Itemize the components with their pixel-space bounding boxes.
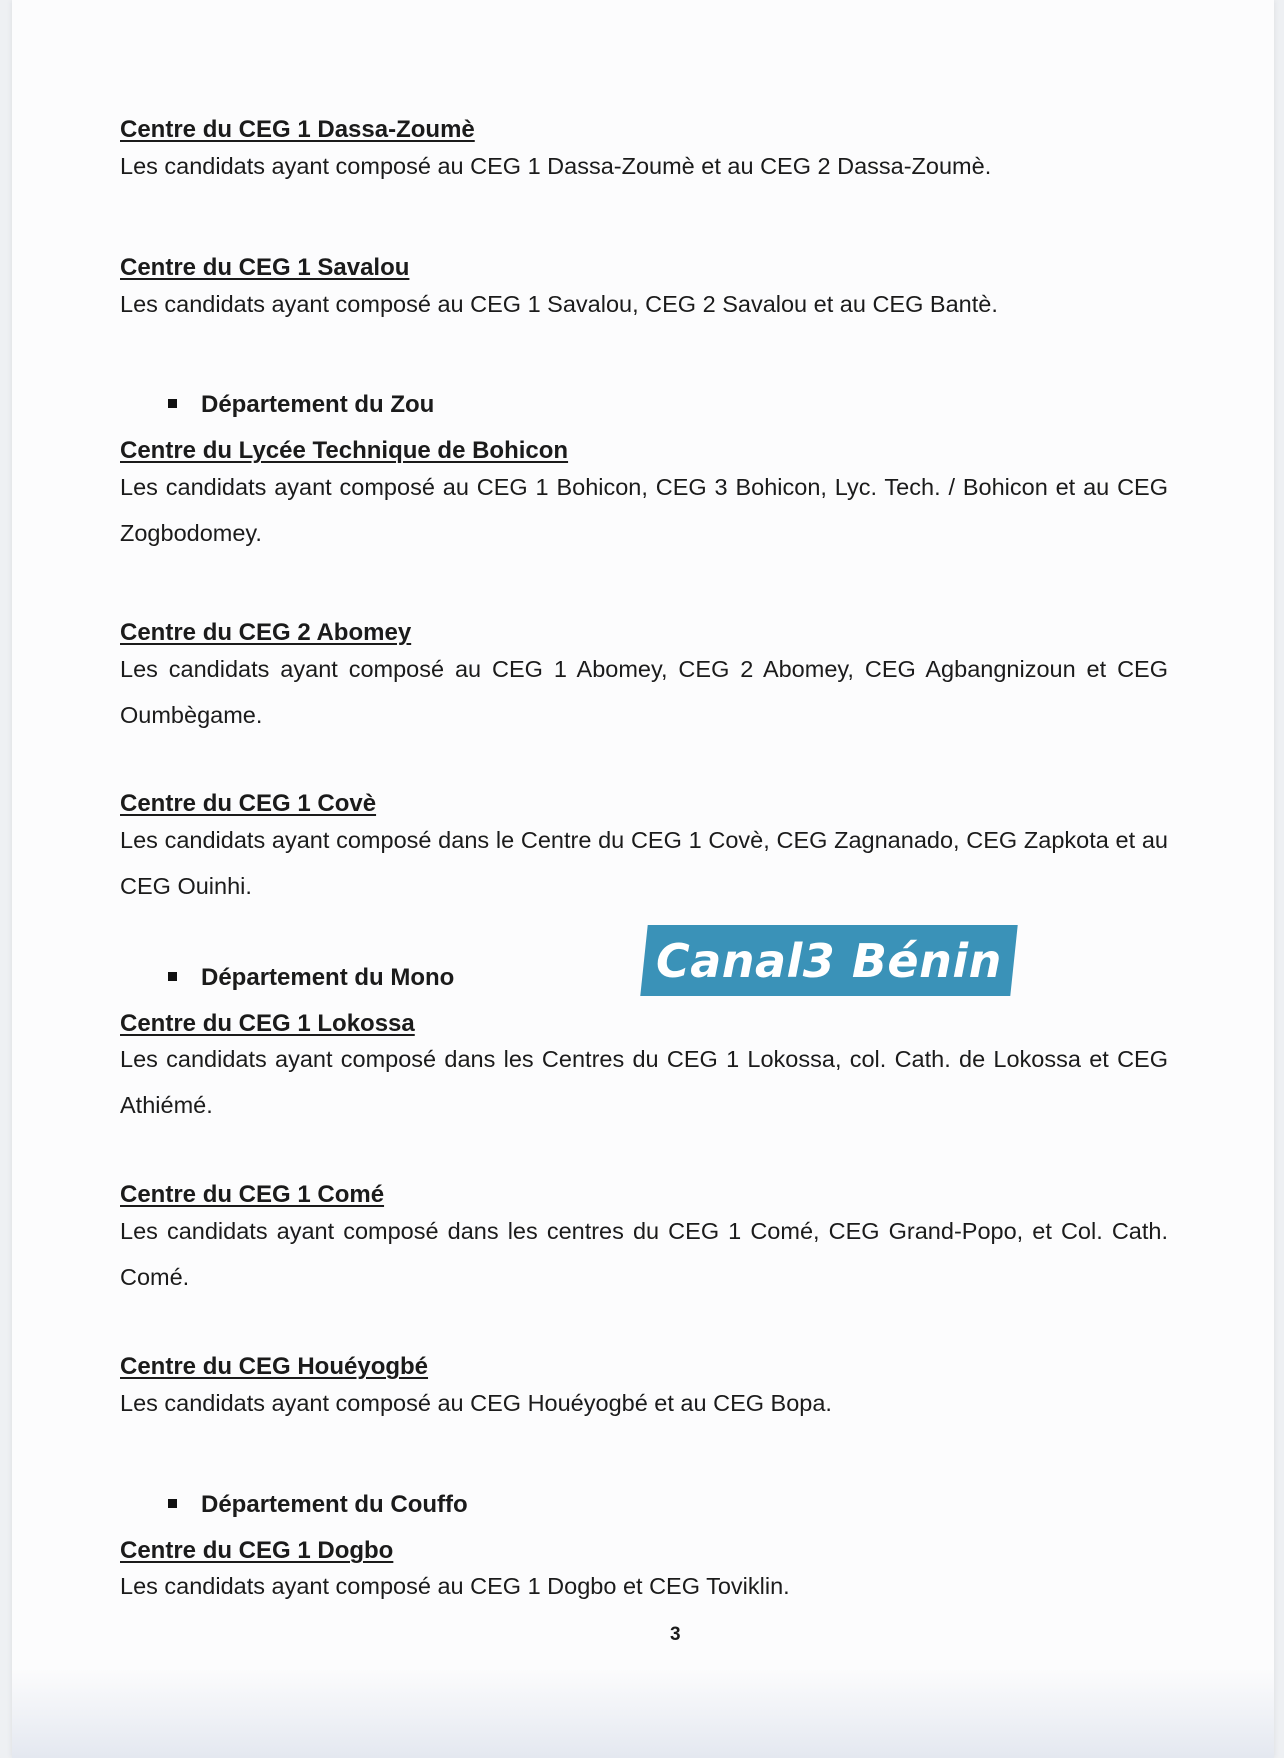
department-item	[168, 391, 434, 419]
document-page	[12, 0, 1274, 1758]
square-bullet-icon	[168, 972, 177, 981]
section-heading: Centre du CEG 1 Dassa-Zoumè	[120, 116, 475, 143]
watermark-text: Canal3 Bénin	[656, 933, 1002, 988]
page-number: 3	[670, 1624, 681, 1645]
section-heading: Centre du CEG Houéyogbé	[120, 1353, 429, 1380]
department-label: Département du Mono	[201, 964, 455, 991]
section-text: Les candidats ayant composé dans le Centre du CEG 1 Covè, CEG Zagnanado, CEG Zapkota et au CEG Ouinhi.	[120, 827, 1168, 899]
section-text: Les candidats ayant composé au CEG 1 Dassa-Zoumè et au CEG 2 Dassa-Zoumè.	[120, 153, 992, 179]
section-heading: Centre du Lycée Technique de Bohicon	[120, 437, 569, 464]
department-item	[168, 964, 454, 992]
square-bullet-icon	[168, 1499, 177, 1508]
section-text: Les candidats ayant composé au CEG 1 Dogbo et CEG Toviklin.	[120, 1573, 790, 1599]
section-text: Les candidats ayant composé au CEG Houéyogbé et au CEG Bopa.	[120, 1390, 832, 1416]
section-heading: Centre du CEG 1 Covè	[120, 790, 377, 817]
section-text: Les candidats ayant composé dans les centres du CEG 1 Comé, CEG Grand-Popo, et Col. Cath. Comé.	[120, 1218, 1168, 1290]
watermark-logo	[640, 925, 1017, 996]
square-bullet-icon	[168, 399, 177, 408]
section-text: Les candidats ayant composé dans les Centres du CEG 1 Lokossa, col. Cath. de Lokossa et CEG Athiémé.	[120, 1046, 1168, 1118]
department-label: Département du Zou	[201, 391, 435, 418]
section-heading: Centre du CEG 1 Dogbo	[120, 1537, 394, 1564]
section-text: Les candidats ayant composé au CEG 1 Bohicon, CEG 3 Bohicon, Lyc. Tech. / Bohicon et au CEG Zogbodomey.	[120, 474, 1168, 546]
section-text: Les candidats ayant composé au CEG 1 Savalou, CEG 2 Savalou et au CEG Bantè.	[120, 291, 998, 317]
section-heading: Centre du CEG 1 Savalou	[120, 254, 410, 281]
department-label: Département du Couffo	[201, 1491, 468, 1518]
department-item	[168, 1491, 468, 1519]
section-heading: Centre du CEG 1 Comé	[120, 1181, 385, 1208]
section-text: Les candidats ayant composé au CEG 1 Abomey, CEG 2 Abomey, CEG Agbangnizoun et CEG Oumbègame.	[120, 656, 1168, 728]
section-heading: Centre du CEG 1 Lokossa	[120, 1010, 415, 1037]
section-heading: Centre du CEG 2 Abomey	[120, 619, 412, 646]
